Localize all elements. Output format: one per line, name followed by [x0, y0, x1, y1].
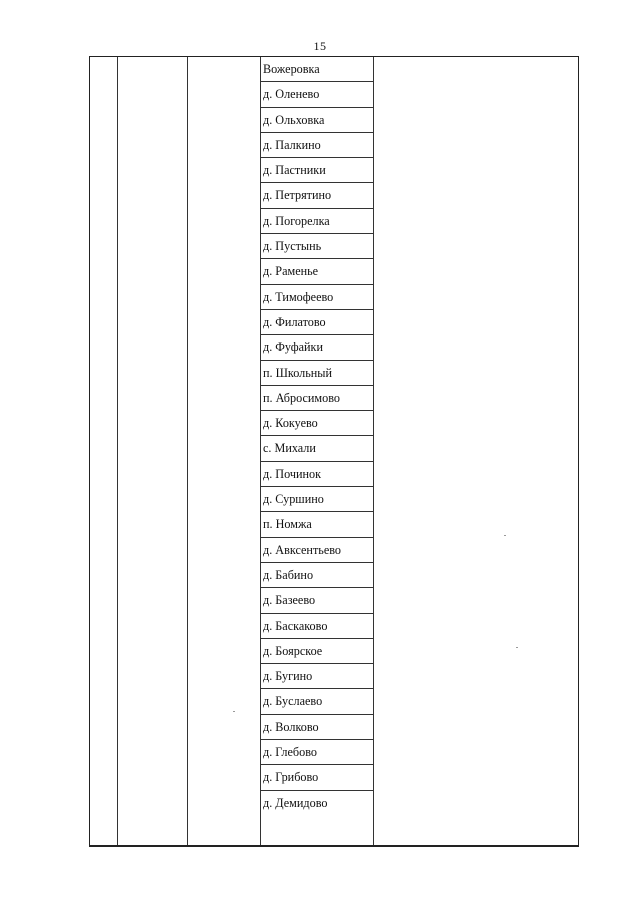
settlement-cell: д. Кокуево: [261, 411, 373, 436]
settlement-cell: п. Абросимово: [261, 386, 373, 411]
settlement-cell: с. Михали: [261, 436, 373, 461]
scan-speck: [516, 647, 518, 648]
settlement-cell: д. Демидово: [263, 795, 328, 810]
scan-speck: [233, 711, 235, 712]
settlements-table: [89, 56, 579, 847]
settlement-cell: д. Ольховка: [261, 108, 373, 133]
settlement-cell: д. Оленево: [261, 82, 373, 107]
settlement-cell: д. Фуфайки: [261, 335, 373, 360]
settlement-cell: д. Тимофеево: [261, 285, 373, 310]
settlement-cell: д. Базеево: [261, 588, 373, 613]
settlement-cell: д. Суршино: [261, 487, 373, 512]
settlement-cell: д. Баскаково: [261, 614, 373, 639]
settlement-cell: д. Починок: [261, 462, 373, 487]
column-divider-2: [187, 57, 188, 845]
settlement-cell: д. Глебово: [261, 740, 373, 765]
column-divider-4: [373, 57, 374, 845]
settlement-list: [261, 57, 373, 816]
settlement-cell: д. Пустынь: [261, 234, 373, 259]
settlement-cell: д. Авксентьево: [261, 538, 373, 563]
settlement-cell: д. Бабино: [261, 563, 373, 588]
scan-speck: [504, 535, 506, 536]
settlement-cell: д. Бугино: [261, 664, 373, 689]
column-divider-1: [117, 57, 118, 845]
settlement-cell: Вожеровка: [261, 57, 373, 82]
settlement-cell: д. Погорелка: [261, 209, 373, 234]
settlement-cell: п. Номжа: [261, 512, 373, 537]
settlement-cell: д. Волково: [261, 715, 373, 740]
settlement-cell: д. Боярское: [261, 639, 373, 664]
settlement-cell: д. Раменье: [261, 259, 373, 284]
settlement-cell: д. Филатово: [261, 310, 373, 335]
settlement-cell: д. Пастники: [261, 158, 373, 183]
settlement-cell: д. Палкино: [261, 133, 373, 158]
settlement-cell: д. Грибово: [261, 765, 373, 790]
settlement-cell: д. Буслаево: [261, 689, 373, 714]
settlement-cell: д. Петрятино: [261, 183, 373, 208]
page-number: 15: [313, 39, 327, 53]
settlement-cell: п. Школьный: [261, 361, 373, 386]
